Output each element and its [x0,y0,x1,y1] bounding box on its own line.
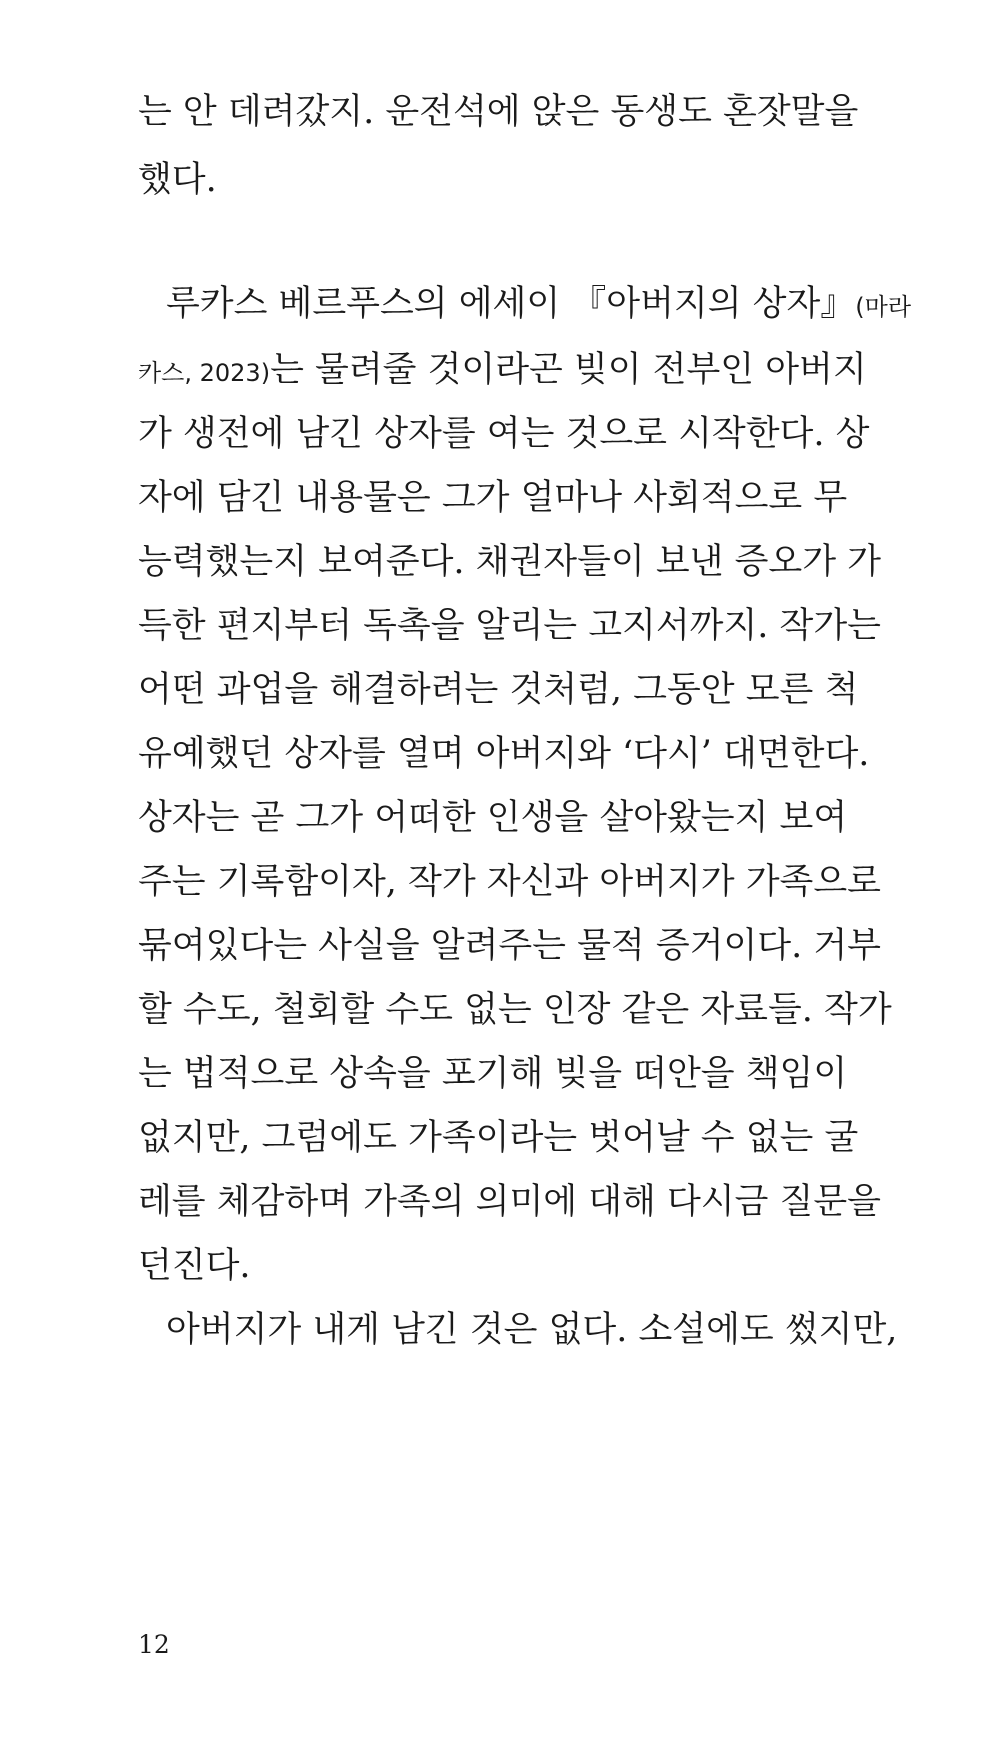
text-line: 묶여있다는 사실을 알려주는 물적 증거이다. 거부 [138,926,881,966]
text-line: 할 수도, 철회할 수도 없는 인장 같은 자료들. 작가 [138,990,892,1030]
text-line: 득한 편지부터 독촉을 알리는 고지서까지. 작가는 [138,606,881,646]
text-line: 는 법적으로 상속을 포기해 빚을 떠안을 책임이 [138,1054,848,1094]
text-line: 던진다. [138,1246,251,1286]
text-line: 상자는 곧 그가 어떠한 인생을 살아왔는지 보여 [138,798,848,838]
text-line: 자에 담긴 내용물은 그가 얼마나 사회적으로 무 [138,478,848,518]
text-line: 했다. [138,160,217,200]
text-line: 는 안 데려갔지. 운전석에 앉은 동생도 혼잣말을 [138,92,859,132]
publisher-note: (마라 [855,293,912,321]
page-number: 12 [138,1630,170,1659]
text-line: 레를 체감하며 가족의 의미에 대해 다시금 질문을 [138,1182,881,1222]
text-span: 는 물려줄 것이라곤 빚이 전부인 아버지 [270,350,867,390]
text-span: 루카스 베르푸스의 에세이 『아버지의 상자』 [166,284,856,324]
text-line: 어떤 과업을 해결하려는 것처럼, 그동안 모른 척 [138,670,859,710]
text-line: 가 생전에 남긴 상자를 여는 것으로 시작한다. 상 [138,414,870,454]
text-line: 능력했는지 보여준다. 채권자들이 보낸 증오가 가 [138,542,881,582]
text-line: 주는 기록함이자, 작가 자신과 아버지가 가족으로 [138,862,881,902]
text-line: 아버지가 내게 남긴 것은 없다. 소설에도 썼지만, [166,1310,898,1350]
text-line: 유예했던 상자를 열며 아버지와 ‘다시’ 대면한다. [138,734,870,774]
text-line [138,282,912,326]
publisher-note: 카스, 2023) [138,359,271,387]
text-line [138,348,867,392]
text-line: 없지만, 그럼에도 가족이라는 벗어날 수 없는 굴 [138,1118,859,1158]
